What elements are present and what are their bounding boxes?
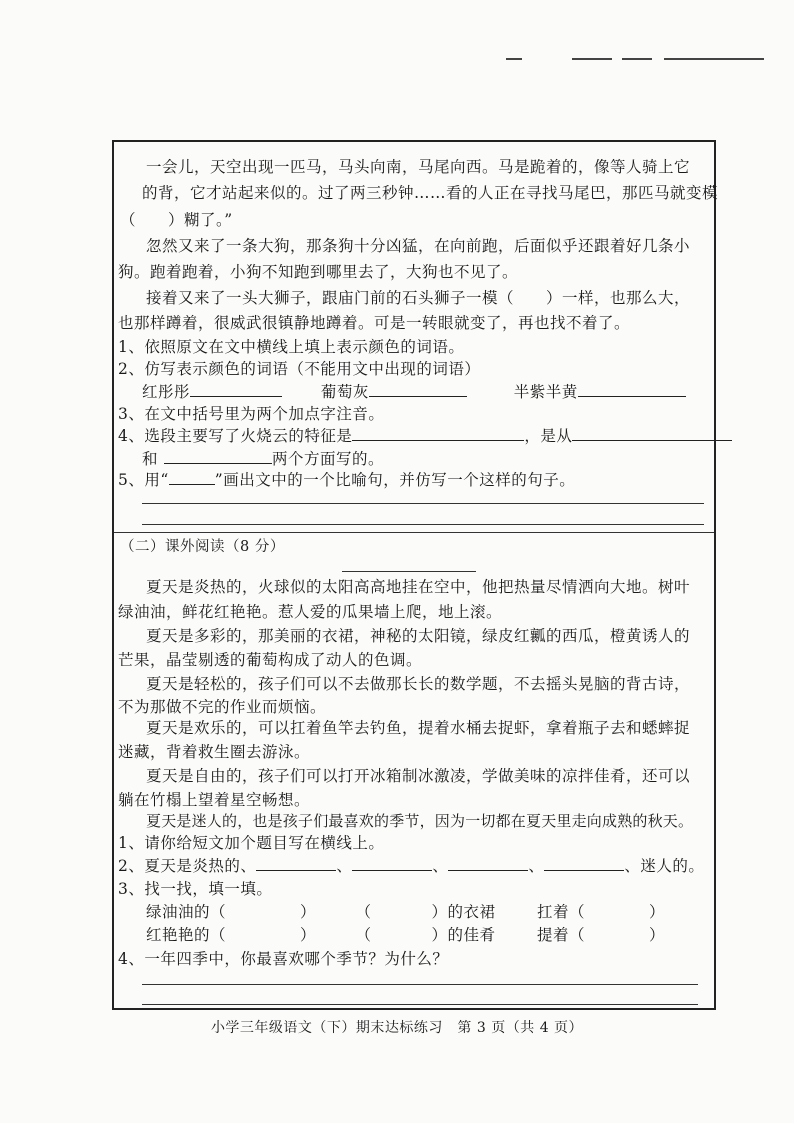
question-text: 、 <box>528 857 545 875</box>
fill-row-2 <box>146 925 665 945</box>
answer-blank[interactable] <box>256 856 336 871</box>
page-footer: 小学三年级语文（下）期末达标练习 第 3 页（共 4 页） <box>210 1020 584 1036</box>
answer-line[interactable] <box>142 524 704 525</box>
answer-blank[interactable] <box>572 426 732 441</box>
answer-blank[interactable] <box>369 382 467 397</box>
section-heading: （二）课外阅读（8 分） <box>120 539 285 555</box>
passage-line: 迷藏，背着救生圈去游泳。 <box>118 743 311 761</box>
answer-line[interactable] <box>142 1004 698 1005</box>
paren-close: ） <box>431 903 448 921</box>
question-2: 2、仿写表示颜色的词语（不能用文中出现的词语） <box>118 360 481 378</box>
answer-blank[interactable] <box>448 856 528 871</box>
row-label: 的佳肴 <box>447 926 496 944</box>
scan-mark <box>622 58 652 60</box>
question-text: ，是从 <box>524 427 573 445</box>
word-label: 半紫半黄 <box>513 383 578 401</box>
row-label: 扛着（ <box>536 903 585 921</box>
answer-blank[interactable] <box>164 449 272 464</box>
passage-line: 夏天是多彩的，那美丽的衣裙，神秘的太阳镜，绿皮红瓤的西瓜，橙黄诱人的 <box>146 627 691 645</box>
answer-blank[interactable] <box>352 426 524 441</box>
passage-line: 芒果，晶莹剔透的葡萄构成了动人的色调。 <box>118 651 423 669</box>
question-text: 两个方面写的。 <box>272 450 385 468</box>
question-text: 5、用“ <box>118 471 169 489</box>
word-label: 红彤彤 <box>142 383 191 401</box>
paren-close: ） <box>648 926 665 944</box>
answer-line[interactable] <box>142 984 698 985</box>
passage-line: 夏天是欢乐的，可以扛着鱼竿去钓鱼，提着水桶去捉虾，拿着瓶子去和蟋蟀捉 <box>146 719 691 737</box>
question-2-words <box>142 382 686 402</box>
question-4-cont <box>142 449 384 469</box>
passage-line: 夏天是炎热的，火球似的太阳高高地挂在空中，他把热量尽情洒向大地。树叶 <box>146 578 691 596</box>
answer-blank[interactable] <box>169 470 215 485</box>
paren-open: （ <box>355 903 372 921</box>
fill-row-1 <box>146 902 665 922</box>
answer-blank[interactable] <box>578 382 686 397</box>
passage-line: 狗。跑着跑着，小狗不知跑到哪里去了，大狗也不见了。 <box>118 263 519 281</box>
question-text: 4、选段主要写了火烧云的特征是 <box>118 427 353 445</box>
question-3: 3、找一找，填一填。 <box>118 880 273 898</box>
passage-line: 夏天是自由的，孩子们可以打开冰箱制冰激凌，学做美味的凉拌佳肴，还可以 <box>146 767 691 785</box>
title-line[interactable] <box>342 571 476 572</box>
question-2 <box>118 856 704 876</box>
row-label: 红艳艳的（ <box>146 926 227 944</box>
scan-mark <box>664 58 764 60</box>
row-label: 提着（ <box>536 926 585 944</box>
question-4: 4、一年四季中，你最喜欢哪个季节？为什么？ <box>118 950 449 968</box>
question-3: 3、在文中括号里为两个加点字注音。 <box>118 405 385 423</box>
question-5 <box>118 470 575 490</box>
passage-line: 接着又来了一头大狮子，跟庙门前的石头狮子一模（ ）一样，也那么大， <box>146 289 691 307</box>
scan-mark <box>572 58 612 60</box>
row-label: 绿油油的（ <box>146 903 227 921</box>
question-4 <box>118 426 732 446</box>
question-text: ”画出文中的一个比喻句，并仿写一个这样的句子。 <box>214 471 576 489</box>
passage-line: 躺在竹榻上望着星空畅想。 <box>118 791 311 809</box>
question-1: 1、依照原文在文中横线上填上表示颜色的词语。 <box>118 338 465 356</box>
answer-blank[interactable] <box>190 382 282 397</box>
passage-line: 的背，它才站起来似的。过了两三秒钟……看的人正在寻找马尾巴，那匹马就变模 <box>142 184 719 202</box>
paren-open: （ <box>355 926 372 944</box>
passage-line: 一会儿，天空出现一匹马，马头向南，马尾向西。马是跪着的，像等人骑上它 <box>146 158 691 176</box>
passage-line: 不为那做不完的作业而烦恼。 <box>118 698 327 716</box>
paren-close: ） <box>300 926 317 944</box>
question-text: 和 <box>142 450 159 468</box>
question-text: 、迷人的。 <box>624 857 705 875</box>
passage-line: （ ）糊了。” <box>120 211 233 229</box>
passage-line: 夏天是轻松的，孩子们可以不去做那长长的数学题，不去摇头晃脑的背古诗， <box>146 675 691 693</box>
paren-close: ） <box>300 903 317 921</box>
word-label: 葡萄灰 <box>320 383 369 401</box>
answer-blank[interactable] <box>544 856 624 871</box>
section-divider <box>114 532 714 533</box>
passage-line: 夏天是迷人的，也是孩子们最喜欢的季节，因为一切都在夏天里走向成熟的秋天。 <box>146 812 694 830</box>
passage-line: 绿油油，鲜花红艳艳。惹人爱的瓜果墙上爬，地上滚。 <box>118 603 503 621</box>
question-1: 1、请你给短文加个题目写在横线上。 <box>118 834 385 852</box>
answer-line[interactable] <box>142 503 704 504</box>
question-text: 、 <box>336 857 353 875</box>
question-text: 2、夏天是炎热的、 <box>118 857 257 875</box>
scan-mark <box>506 58 522 60</box>
row-label: 的衣裙 <box>447 903 496 921</box>
paren-close: ） <box>431 926 448 944</box>
passage-line: 也那样蹲着，很威武很镇静地蹲着。可是一转眼就变了，再也找不着了。 <box>118 314 631 332</box>
passage-line: 忽然又来了一条大狗，那条狗十分凶猛，在向前跑，后面似乎还跟着好几条小 <box>146 237 691 255</box>
paren-close: ） <box>648 903 665 921</box>
question-text: 、 <box>432 857 449 875</box>
answer-blank[interactable] <box>352 856 432 871</box>
